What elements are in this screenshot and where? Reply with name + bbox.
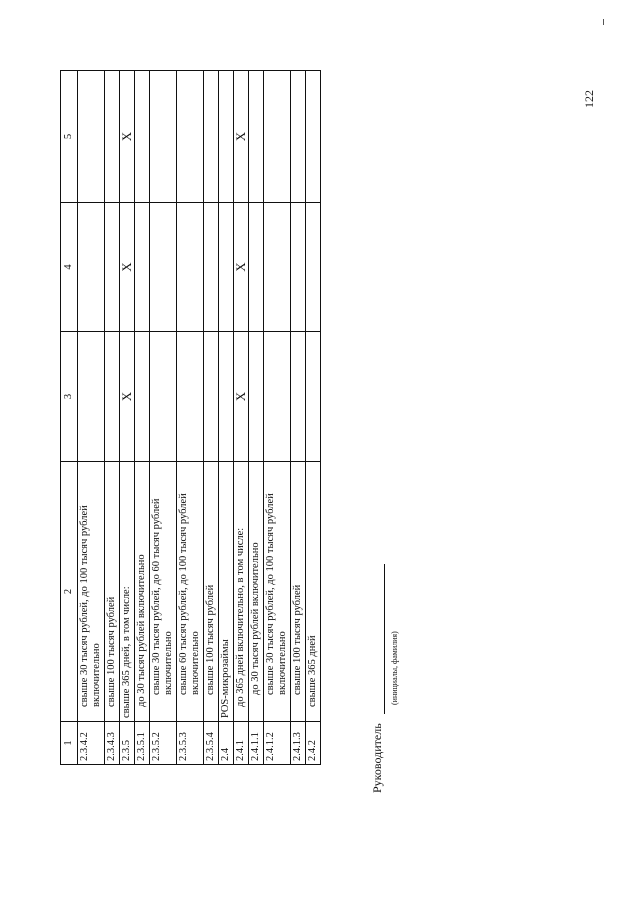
row-label-cell xyxy=(291,462,306,722)
report-table xyxy=(60,70,321,765)
header-col-2: 2 xyxy=(61,462,78,722)
row-c3-mark xyxy=(249,332,264,462)
row-label: свыше 365 дней, в том числе: xyxy=(121,586,132,718)
signature-line xyxy=(372,564,385,714)
signature-label: Руководитель xyxy=(370,723,384,793)
row-code: 2.4.1.3 xyxy=(291,722,306,765)
signature-caption: (инициалы, фамилия) xyxy=(390,631,399,705)
row-c4-mark: X xyxy=(234,203,249,332)
row-label-cell xyxy=(306,462,321,722)
row-code: 2.3.5.2 xyxy=(150,722,177,765)
table-row xyxy=(264,71,291,765)
row-c4-mark xyxy=(177,203,204,332)
row-code: 2.3.4.2 xyxy=(78,722,105,765)
row-code: 2.3.5.4 xyxy=(204,722,219,765)
table-row xyxy=(219,71,234,765)
row-c4-mark xyxy=(135,203,150,332)
table-row xyxy=(204,71,219,765)
row-c4-mark xyxy=(150,203,177,332)
row-c3-mark: X xyxy=(120,332,135,462)
row-label-cell xyxy=(264,462,291,722)
table-row xyxy=(177,71,204,765)
row-label: свыше 30 тысяч рублей, до 60 тысяч рублей xyxy=(151,498,162,695)
table-row xyxy=(249,71,264,765)
row-label: свыше 30 тысяч рублей, до 100 тысяч рублей xyxy=(79,505,90,707)
row-label-cell xyxy=(150,462,177,722)
row-label: свыше 30 тысяч рублей, до 100 тысяч рублей xyxy=(265,493,276,695)
row-c3-mark xyxy=(150,332,177,462)
row-c5-mark xyxy=(219,71,234,203)
table-row xyxy=(150,71,177,765)
table-row xyxy=(120,71,135,765)
row-label-cell xyxy=(78,462,105,722)
row-c4-mark xyxy=(219,203,234,332)
row-label: свыше 365 дней xyxy=(307,635,318,707)
row-label: до 30 тысяч рублей включительно xyxy=(250,542,261,695)
row-c3-mark xyxy=(204,332,219,462)
row-c4-mark xyxy=(306,203,321,332)
row-label-cell xyxy=(177,462,204,722)
row-c5-mark xyxy=(135,71,150,203)
row-code: 2.3.5.3 xyxy=(177,722,204,765)
row-label: свыше 100 тысяч рублей xyxy=(205,584,216,695)
row-c4-mark xyxy=(291,203,306,332)
row-c3-mark xyxy=(306,332,321,462)
row-c5-mark xyxy=(306,71,321,203)
row-c5-mark xyxy=(177,71,204,203)
row-code: 2.4.1.2 xyxy=(264,722,291,765)
row-label: POS-микрозаймы xyxy=(220,639,231,718)
table-row xyxy=(234,71,249,765)
row-code: 2.3.5 xyxy=(120,722,135,765)
table-row xyxy=(291,71,306,765)
row-c5-mark xyxy=(264,71,291,203)
row-code: 2.4.1 xyxy=(234,722,249,765)
row-label-continuation: включительно xyxy=(190,631,201,695)
row-label-continuation: включительно xyxy=(277,631,288,695)
row-label-cell xyxy=(249,462,264,722)
header-col-1: 1 xyxy=(61,722,78,765)
row-label-cell xyxy=(234,462,249,722)
row-c4-mark xyxy=(249,203,264,332)
row-label-cell xyxy=(105,462,120,722)
header-col-4: 4 xyxy=(61,203,78,332)
row-c3-mark: X xyxy=(234,332,249,462)
row-label: до 365 дней включительно, в том числе: xyxy=(235,527,246,707)
row-code: 2.4.2 xyxy=(306,722,321,765)
row-c4-mark xyxy=(264,203,291,332)
header-col-5: 5 xyxy=(61,71,78,203)
row-c5-mark xyxy=(291,71,306,203)
row-c5-mark xyxy=(204,71,219,203)
row-label-cell xyxy=(135,462,150,722)
row-label-continuation: включительно xyxy=(91,643,102,707)
row-c3-mark xyxy=(264,332,291,462)
row-label-continuation: включительно xyxy=(163,631,174,695)
row-c4-mark: X xyxy=(120,203,135,332)
row-code: 2.4 xyxy=(219,722,234,765)
row-label: до 30 тысяч рублей включительно xyxy=(136,554,147,707)
header-col-3: 3 xyxy=(61,332,78,462)
row-c3-mark xyxy=(177,332,204,462)
header-row xyxy=(61,71,78,765)
row-c3-mark xyxy=(78,332,105,462)
row-c5-mark xyxy=(78,71,105,203)
row-label: свыше 60 тысяч рублей, до 100 тысяч рублей xyxy=(178,493,189,695)
row-c3-mark xyxy=(105,332,120,462)
page-number: 122 xyxy=(582,90,596,108)
signature-block xyxy=(370,564,385,793)
row-c5-mark xyxy=(105,71,120,203)
row-c5-mark xyxy=(150,71,177,203)
row-code: 2.3.4.3 xyxy=(105,722,120,765)
row-c4-mark xyxy=(105,203,120,332)
table-row xyxy=(135,71,150,765)
row-code: 2.3.5.1 xyxy=(135,722,150,765)
corner-mark xyxy=(603,19,604,25)
row-code: 2.4.1.1 xyxy=(249,722,264,765)
row-c4-mark xyxy=(78,203,105,332)
row-c3-mark xyxy=(135,332,150,462)
row-label: свыше 100 тысяч рублей xyxy=(106,596,117,707)
table-row xyxy=(306,71,321,765)
table-row xyxy=(78,71,105,765)
row-c5-mark xyxy=(249,71,264,203)
row-label-cell xyxy=(204,462,219,722)
row-label-cell xyxy=(219,462,234,722)
row-label-cell xyxy=(120,462,135,722)
row-c3-mark xyxy=(291,332,306,462)
table-row xyxy=(105,71,120,765)
report-table-body xyxy=(61,71,321,765)
row-c5-mark: X xyxy=(120,71,135,203)
row-c3-mark xyxy=(219,332,234,462)
row-c5-mark: X xyxy=(234,71,249,203)
row-label: свыше 100 тысяч рублей xyxy=(292,584,303,695)
row-c4-mark xyxy=(204,203,219,332)
